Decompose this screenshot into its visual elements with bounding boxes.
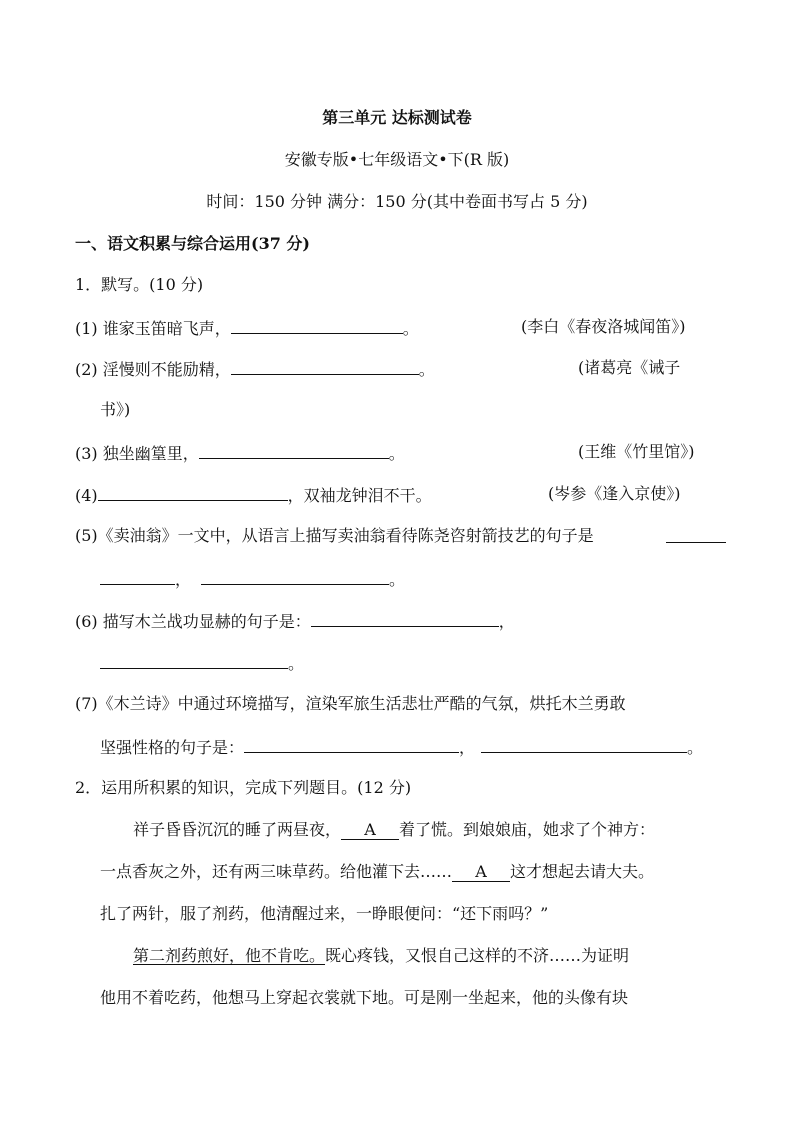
- answer-blank[interactable]: [311, 610, 499, 627]
- question-1-stem: 1．默写。(10 分): [75, 275, 204, 294]
- edition-subtitle: 安徽专版•七年级语文•下(R 版): [284, 150, 510, 169]
- passage-text: 祥子昏昏沉沉的睡了两昼夜，: [133, 820, 342, 839]
- passage-line: 他用不着吃药，他想马上穿起衣裳就下地。可是刚一坐起来，他的头像有块: [100, 988, 629, 1007]
- q1-item-7-text: 坚强性格的句子是：: [100, 738, 245, 757]
- q1-item-7-comma: ，: [459, 738, 476, 757]
- passage-text: 既心疼钱，又恨自己这样的不济……为证明: [325, 946, 630, 965]
- answer-blank[interactable]: [481, 736, 687, 753]
- q1-item-2-source: (诸葛亮《诫子: [578, 358, 681, 377]
- passage-text: 着了慌。到娘娘庙，她求了个神方：: [399, 820, 656, 839]
- q1-item-5-cont: [100, 568, 405, 590]
- answer-blank[interactable]: [231, 317, 403, 334]
- q1-item-6-cont: [100, 652, 304, 674]
- q1-item-7: (7)《木兰诗》中通过环境描写，渲染军旅生活悲壮严酷的气氛，烘托木兰勇敢: [75, 694, 626, 713]
- answer-blank[interactable]: [231, 358, 419, 375]
- answer-blank[interactable]: [666, 526, 726, 543]
- answer-blank[interactable]: [100, 568, 175, 585]
- underlined-sentence: 第二剂药煎好，他不肯吃。: [133, 946, 326, 965]
- answer-blank[interactable]: [244, 736, 459, 753]
- q1-item-6-comma: ，: [498, 612, 515, 631]
- q1-item-4-source: (岑参《逢入京使》): [548, 484, 681, 503]
- q1-item-5-comma: ，: [175, 570, 192, 589]
- time-info: 时间：150 分钟 满分：150 分(其中卷面书写占 5 分): [206, 192, 588, 211]
- page-title: 第三单元 达标测试卷: [322, 108, 472, 127]
- q1-item-1-pre: (1) 谁家玉笛暗飞声，: [75, 319, 231, 338]
- q1-item-4-post: ，双袖龙钟泪不干。: [287, 486, 432, 505]
- answer-blank[interactable]: [199, 442, 389, 459]
- passage-text: 这才想起去请大夫。: [510, 862, 655, 881]
- passage-text: 一点香灰之外，还有两三味草药。给他灌下去……: [100, 862, 453, 881]
- q1-item-5-end: 。: [389, 570, 406, 589]
- section-heading: 一、语文积累与综合运用(37 分): [75, 234, 310, 253]
- passage-line: [133, 946, 629, 966]
- blank-a[interactable]: A: [452, 863, 510, 882]
- q1-item-6: [75, 610, 515, 632]
- q1-item-5: [75, 526, 594, 546]
- q1-item-7-end: 。: [687, 738, 704, 757]
- answer-blank[interactable]: [98, 484, 288, 501]
- answer-blank[interactable]: [100, 652, 288, 669]
- q1-item-7-cont: [100, 736, 703, 758]
- passage-line: [133, 820, 655, 840]
- q1-item-3: [75, 442, 405, 464]
- q1-item-3-source: (王维《竹里馆》): [578, 442, 695, 461]
- q1-item-1-post: 。: [402, 319, 419, 338]
- passage-line: [100, 862, 654, 882]
- q1-item-6-end: 。: [288, 654, 305, 673]
- q1-item-2-pre: (2) 淫慢则不能励精，: [75, 360, 231, 379]
- q1-item-4: [75, 484, 432, 506]
- q1-item-1: [75, 317, 419, 339]
- q1-item-4-pre: (4): [75, 486, 98, 505]
- q1-item-6-text: (6) 描写木兰战功显赫的句子是：: [75, 612, 311, 631]
- passage-line: 扎了两针，服了剂药，他清醒过来，一睁眼便问：“还下雨吗？”: [100, 904, 549, 923]
- q1-item-3-post: 。: [388, 444, 405, 463]
- q1-item-3-pre: (3) 独坐幽篁里，: [75, 444, 199, 463]
- answer-blank[interactable]: [201, 568, 389, 585]
- question-2-stem: 2．运用所积累的知识，完成下列题目。(12 分): [75, 778, 412, 797]
- q1-item-2-source-cont: 书》): [100, 400, 131, 419]
- q1-item-2: [75, 358, 435, 380]
- q1-item-1-source: (李白《春夜洛城闻笛》): [521, 317, 686, 336]
- q1-item-5-text: (5)《卖油翁》一文中，从语言上描写卖油翁看待陈尧咨射箭技艺的句子是: [75, 526, 594, 545]
- blank-a[interactable]: A: [341, 821, 399, 840]
- q1-item-2-post: 。: [418, 360, 435, 379]
